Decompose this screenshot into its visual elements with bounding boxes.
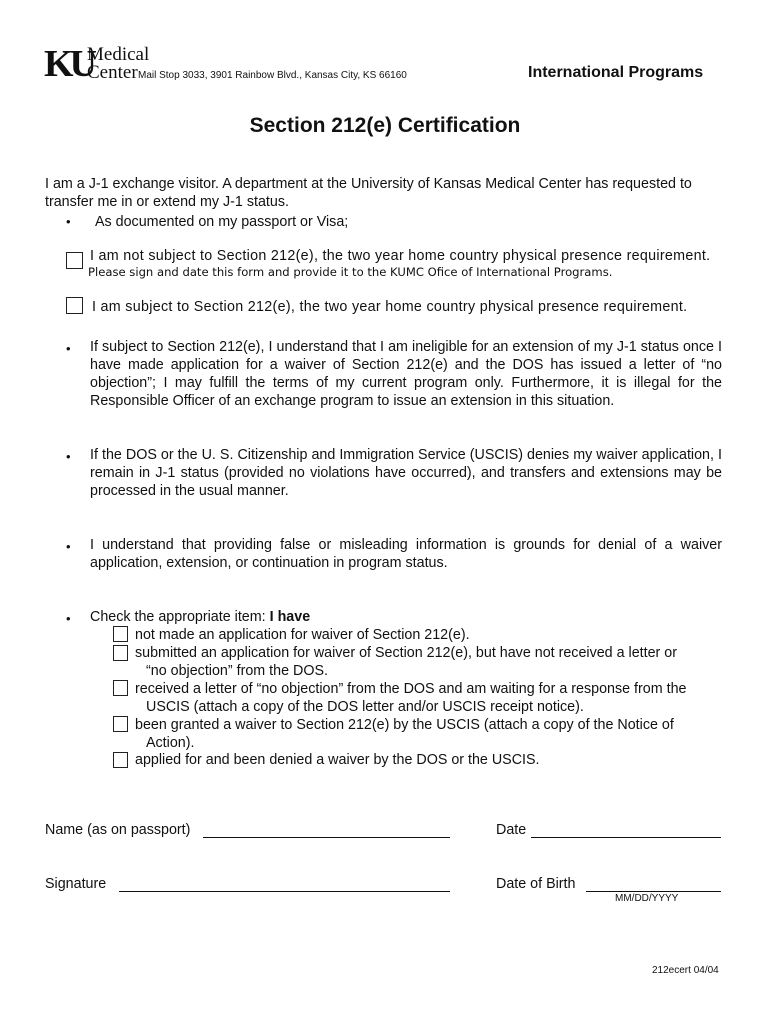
page-title: Section 212(e) Certification bbox=[249, 114, 521, 137]
dob-label: Date of Birth bbox=[496, 876, 576, 892]
signature-label: Signature bbox=[45, 876, 107, 892]
form-version: 212ecert 04/04 bbox=[652, 965, 719, 976]
submitted-label: submitted an application for waiver of Section 212(e), but have not received a letter or bbox=[135, 645, 677, 661]
not-applied-checkbox[interactable] bbox=[113, 626, 128, 642]
waiver-denied-checkbox[interactable] bbox=[113, 752, 128, 768]
waiver-denied-label: applied for and been denied a waiver by the DOS or the USCIS. bbox=[135, 752, 540, 768]
documented-text: As documented on my passport or Visa; bbox=[95, 214, 349, 230]
not-subject-note: Please sign and date this form and provide it to the KUMC Ofice of International Programs. bbox=[88, 265, 613, 279]
bullet-marker: • bbox=[66, 341, 71, 356]
bullet-marker: • bbox=[66, 449, 71, 464]
not-applied-label: not made an application for waiver of Section 212(e). bbox=[135, 627, 470, 643]
no-objection-label: received a letter of “no objection” from the DOS and am waiting for a response from the bbox=[135, 681, 687, 697]
mailing-address: Mail Stop 3033, 3901 Rainbow Blvd., Kansas City, KS 66160 bbox=[138, 70, 407, 81]
bullet-false-information: I understand that providing false or misleading information is grounds for denial of a waiver application, extension, or continuation in program status. bbox=[90, 537, 722, 571]
date-label: Date bbox=[496, 822, 527, 838]
signature-field[interactable] bbox=[119, 891, 450, 892]
dob-field[interactable] bbox=[586, 891, 721, 892]
bullet-marker: • bbox=[66, 214, 71, 229]
not-subject-checkbox[interactable] bbox=[66, 252, 83, 269]
intro-paragraph: I am a J-1 exchange visitor. A department at the University of Kansas Medical Center has requested to transfer me in or extend my J-1 status. bbox=[45, 176, 692, 210]
waiver-granted-label-cont: Action). bbox=[146, 735, 195, 751]
submitted-checkbox[interactable] bbox=[113, 645, 128, 661]
office-name: International Programs bbox=[528, 64, 704, 81]
subject-label: I am subject to Section 212(e), the two year home country physical presence requirement. bbox=[92, 299, 688, 315]
dob-format-hint: MM/DD/YYYY bbox=[615, 893, 679, 904]
waiver-granted-label: been granted a waiver to Section 212(e) by the USCIS (attach a copy of the Notice of bbox=[135, 717, 674, 733]
bullet-marker: • bbox=[66, 611, 71, 626]
name-field[interactable] bbox=[203, 837, 450, 838]
not-subject-label: I am not subject to Section 212(e), the two year home country physical presence requirement. bbox=[90, 248, 711, 264]
name-label: Name (as on passport) bbox=[45, 822, 191, 838]
logo-ku-text: KU bbox=[44, 43, 93, 85]
waiver-granted-checkbox[interactable] bbox=[113, 716, 128, 732]
bullet-marker: • bbox=[66, 539, 71, 554]
ku-medical-center-logo bbox=[44, 43, 150, 86]
date-field[interactable] bbox=[531, 837, 721, 838]
logo-medical-text: Medical bbox=[87, 44, 150, 65]
subject-checkbox[interactable] bbox=[66, 297, 83, 314]
bullet-extension-ineligible: If subject to Section 212(e), I understand that I am ineligible for an extension of my J-1 status once I have made application for a waiver of Section 212(e) and the DOS has issued a letter of “no objection”; I may fulfill the terms of my current program only. Furthermore, it is illegal for the Responsible Officer of an exchange program to issue an extension in this situation. bbox=[90, 339, 722, 409]
check-item-lead-text: Check the appropriate item: bbox=[90, 609, 266, 625]
submitted-label-cont: “no objection” from the DOS. bbox=[146, 663, 328, 679]
no-objection-checkbox[interactable] bbox=[113, 680, 128, 696]
check-item-lead bbox=[90, 608, 310, 626]
logo-center-text: Center bbox=[87, 62, 138, 83]
no-objection-label-cont: USCIS (attach a copy of the DOS letter and/or USCIS receipt notice). bbox=[146, 699, 584, 715]
check-item-lead-bold: I have bbox=[269, 609, 311, 625]
bullet-waiver-denied: If the DOS or the U. S. Citizenship and Immigration Service (USCIS) denies my waiver application, I remain in J-1 status (provided no violations have occurred), and transfers and extensions may be processed in the usual manner. bbox=[90, 447, 722, 499]
